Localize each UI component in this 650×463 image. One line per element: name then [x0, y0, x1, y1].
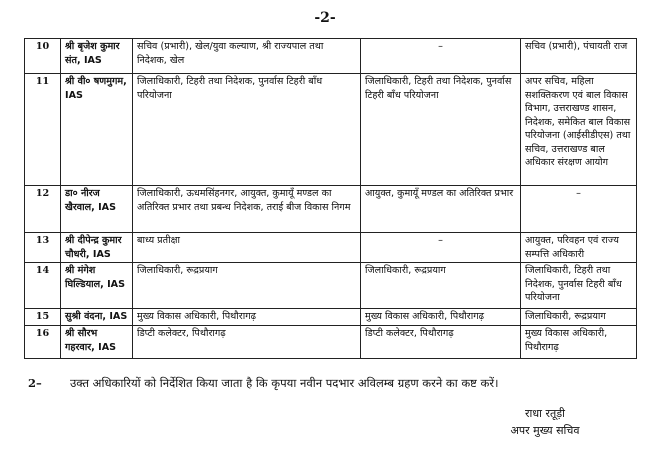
table-row — [25, 326, 637, 359]
new-posting: जिलाधिकारी, रूद्रप्रयाग — [361, 263, 521, 309]
paragraph-number: 2– — [28, 376, 42, 390]
additional-charge: मुख्य विकास अधिकारी, पिथौरागढ़ — [521, 326, 637, 359]
additional-charge: जिलाधिकारी, रूद्रप्रयाग — [521, 309, 637, 326]
new-posting: मुख्य विकास अधिकारी, पिथौरागढ़ — [361, 309, 521, 326]
officer-name: श्री सौरभ गहरवार, IAS — [61, 326, 133, 359]
table-row — [25, 233, 637, 263]
transfer-table — [24, 38, 637, 359]
current-posting: जिलाधिकारी, टिहरी तथा निदेशक, पुनर्वास टिहरी बाँध परियोजना — [133, 74, 361, 186]
officer-name: डा० नीरज खैरवाल, IAS — [61, 186, 133, 233]
signature-block — [470, 405, 620, 439]
additional-charge: अपर सचिव, महिला सशक्तिकरण एवं बाल विकास विभाग, उत्तराखण्ड शासन, निदेशक, समेकित बाल विकास परियोजना (आईसीडीएस) तथा सचिव, उत्तराखण्ड बाल अधिकार संरक्षण आयोग — [521, 74, 637, 186]
new-posting: जिलाधिकारी, टिहरी तथा निदेशक, पुनर्वास टिहरी बाँध परियोजना — [361, 74, 521, 186]
current-posting: जिलाधिकारी, रूद्रप्रयाग — [133, 263, 361, 309]
table-row — [25, 39, 637, 74]
current-posting: सचिव (प्रभारी), खेल/युवा कल्याण, श्री राज्यपाल तथा निदेशक, खेल — [133, 39, 361, 74]
table-row — [25, 309, 637, 326]
new-posting: – — [361, 39, 521, 74]
table-row — [25, 186, 637, 233]
officer-name: श्री मंगेश घिल्डियाल, IAS — [61, 263, 133, 309]
serial-number: 10 — [25, 39, 61, 74]
paragraph-text: उक्त अधिकारियों को निर्देशित किया जाता है कि कृपया नवीन पदभार अविलम्ब ग्रहण करने का कष्ट करें। — [70, 376, 499, 390]
serial-number: 15 — [25, 309, 61, 326]
serial-number: 13 — [25, 233, 61, 263]
officer-name: श्री बृजेश कुमार संत, IAS — [61, 39, 133, 74]
serial-number: 11 — [25, 74, 61, 186]
new-posting: आयुक्त, कुमायूँ मण्डल का अतिरिक्त प्रभार — [361, 186, 521, 233]
signatory-name: राधा रतूड़ी — [525, 407, 565, 420]
additional-charge: – — [521, 186, 637, 233]
officer-name: श्री वी० षणमुगम, IAS — [61, 74, 133, 186]
signatory-designation: अपर मुख्य सचिव — [510, 424, 580, 437]
current-posting: मुख्य विकास अधिकारी, पिथौरागढ़ — [133, 309, 361, 326]
instruction-paragraph — [28, 375, 628, 391]
serial-number: 16 — [25, 326, 61, 359]
current-posting: डिप्टी कलेक्टर, पिथौरागढ़ — [133, 326, 361, 359]
additional-charge: सचिव (प्रभारी), पंचायती राज — [521, 39, 637, 74]
new-posting: डिप्टी कलेक्टर, पिथौरागढ़ — [361, 326, 521, 359]
current-posting: बाध्य प्रतीक्षा — [133, 233, 361, 263]
officer-name: श्री दीपेन्द्र कुमार चौधरी, IAS — [61, 233, 133, 263]
serial-number: 12 — [25, 186, 61, 233]
table-row — [25, 74, 637, 186]
current-posting: जिलाधिकारी, ऊधमसिंहनगर, आयुक्त, कुमायूँ मण्डल का अतिरिक्त प्रभार तथा प्रबन्ध निदेशक, तराई बीज विकास निगम — [133, 186, 361, 233]
additional-charge: जिलाधिकारी, टिहरी तथा निदेशक, पुनर्वास टिहरी बाँध परियोजना — [521, 263, 637, 309]
table-row — [25, 263, 637, 309]
page-number: -2- — [314, 10, 336, 26]
additional-charge: आयुक्त, परिवहन एवं राज्य सम्पत्ति अधिकारी — [521, 233, 637, 263]
new-posting: – — [361, 233, 521, 263]
serial-number: 14 — [25, 263, 61, 309]
officer-name: सुश्री वंदना, IAS — [61, 309, 133, 326]
